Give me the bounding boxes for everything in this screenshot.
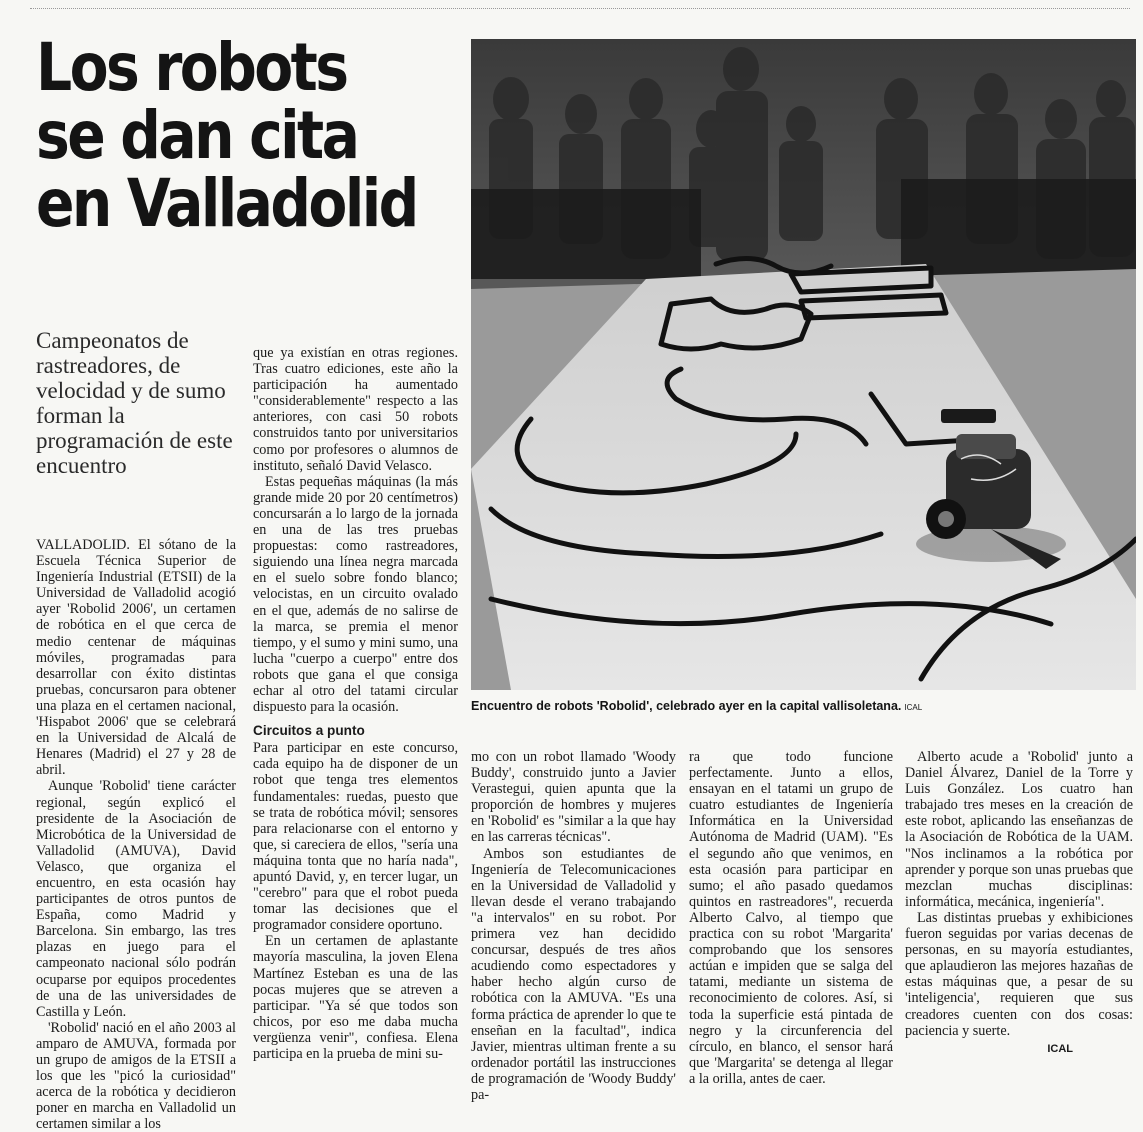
robots-event-photo: [471, 39, 1136, 690]
section-subhead: Circuitos a punto: [253, 723, 365, 739]
paragraph: mo con un robot llamado 'Woody Buddy', construido junto a Javier Verastegui, quien apunta que la proporción de hombres y mujeres en 'Robolid' es "similar a la que hay en las carreras técnicas".: [471, 749, 676, 846]
deck-subtitle: Campeonatos de rastreadores, de velocidad y de sumo forman la programación de este encuentro: [36, 328, 233, 478]
photo-caption: [471, 699, 1136, 713]
paragraph: Ambos son estudiantes de Ingeniería de Telecomunicaciones en la Universidad de Valladolid y llevan desde el verano trabajando "a intervalos" en su robot. Por primera vez han decidido concursar, después de tres años acudiendo como espectadores y haber hecho algún curso de robótica con la AMUVA. "Es una forma práctica de aprender lo que te enseñan en la facultad", indica Javier, mientras ultiman frente a su ordenador portátil las instrucciones de programación de 'Woody Buddy' pa-: [471, 845, 676, 1103]
caption-text: Encuentro de robots 'Robolid', celebrado ayer en la capital vallisoletana.: [471, 699, 902, 713]
photo-illustration: [471, 39, 1136, 690]
paragraph: En un certamen de aplastante mayoría masculina, la joven Elena Martínez Esteban es una de las pocas mujeres que se atreven a participar. "Ya sé que todos son chicos, por eso me daba mucha vergüenza venir", confiesa. Elena participa en la prueba de mini su-: [253, 933, 458, 1063]
article-column-1: [36, 537, 236, 1132]
headline: [36, 29, 417, 242]
paragraph: VALLADOLID. El sótano de la Escuela Técnica Superior de Ingeniería Industrial (ETSII) de la Universidad de Valladolid acogió ayer 'Robolid 2006', un certamen de robótica en el que cerca de medio centenar de máquinas móviles, programadas para desarrollar con éxito distintas pruebas, concursaron para obtener una plaza en el certamen nacional, 'Hispabot 2006' que se celebrará en la Universidad de Alcalá de Henares (Madrid) el 27 y 28 de abril.: [36, 537, 236, 779]
article-column-3: [471, 749, 676, 1103]
paragraph: Para participar en este concurso, cada equipo ha de disponer de un robot que tenga tres elementos fundamentales: ruedas, puesto que se trata de robótica móvil; sensores para relacionarse con el entorno y que, si careciera de ellos, "sería una máquina tonta que no haría nada", apuntó David, y, en tercer lugar, un "cerebro" para que el robot pueda tomar las decisiones que el programador considere oportuno.: [253, 740, 458, 934]
paragraph: ra que todo funcione perfectamente. Junto a ellos, ensayan en el tatami un grupo de cuatro estudiantes de Ingeniería Informática en la Universidad Autónoma de Madrid (UAM). "Es el segundo año que venimos, en esta ocasión para participar en sumo; el año pasado quedamos quintos en rastreadores", recuerda Alberto Calvo, al tiempo que practica con su robot 'Margarita' comprobando que los sensores actúan e impiden que se salga del tatami, mediante un sistema de reconocimiento de colores. Así, si toda la superficie está pintada de negro y la circunferencia del círculo, en blanco, el sensor hará que 'Margarita' se detenga al llegar a la orilla, antes de caer.: [689, 749, 893, 1087]
paragraph: que ya existían en otras regiones. Tras cuatro ediciones, este año la participación ha aumentado "considerablemente" respecto a las anteriores, con casi 50 robots construidos tanto por universitarios como por profesores o alumnos de instituto, señaló David Velasco.: [253, 345, 458, 474]
article-column-2: [253, 345, 458, 1062]
paragraph: 'Robolid' nació en el año 2003 al amparo de AMUVA, formada por un grupo de amigos de la ETSII a los que les "picó la curiosidad" acerca de la robótica y decidieron poner en marcha en Valladolid un certamen similar a los: [36, 1019, 236, 1132]
article-column-5: [905, 749, 1133, 1057]
agency-signature: ICAL: [1047, 1042, 1073, 1055]
paragraph: Las distintas pruebas y exhibiciones fueron seguidas por varias decenas de personas, en su mayoría estudiantes, que aplaudieron las mejores hazañas de estas máquinas que, a pesar de su 'inteligencia', requieren que sus creadores cuenten con dos cosas: paciencia y suerte.: [905, 909, 1133, 1039]
headline-line-3: en Valladolid: [36, 165, 417, 242]
paragraph: Estas pequeñas máquinas (la más grande mide 20 por 20 centímetros) concursarán a lo largo de la jornada en una de las tres pruebas propuestas: como rastreadores, siguiendo una línea negra marcada en el suelo sobre fondo blanco; velocistas, en un circuito ovalado en el que, además de no salirse de la marca, se premia el menor tiempo, y el sumo y mini sumo, una lucha "cuerpo a cuerpo" entre dos robots que gana el que consiga echar al otro del tatami circular dispuesto para la ocasión.: [253, 473, 458, 716]
photo-credit: ICAL: [904, 703, 923, 712]
article-column-4: [689, 749, 893, 1087]
paragraph: Alberto acude a 'Robolid' junto a Daniel Álvarez, Daniel de la Torre y Luis González. Los cuatro han trabajado tres meses en la creación de este robot, aplicando las enseñanzas de la Asociación de Robótica de la UAM. "Nos inclinamos a la robótica por aprender y porque son unas pruebas que mezclan muchas disciplinas: informática, mecánica, ingeniería".: [905, 749, 1133, 910]
headline-line-1: Los robots: [36, 29, 347, 106]
headline-line-2: se dan cita: [36, 97, 358, 174]
top-rule: [30, 8, 1130, 13]
paragraph: Aunque 'Robolid' tiene carácter regional, según explicó el presidente de la Asociación de Microbótica de la Universidad de Valladolid (AMUVA), David Velasco, que organiza el encuentro, en esta ocasión hay participantes de otros puntos de España, como Madrid y Barcelona. Sin embargo, las tres plazas en juego para el campeonato nacional sólo podrán ocuparse por equipos procedentes de una de las universidades de Castilla y León.: [36, 778, 236, 1020]
